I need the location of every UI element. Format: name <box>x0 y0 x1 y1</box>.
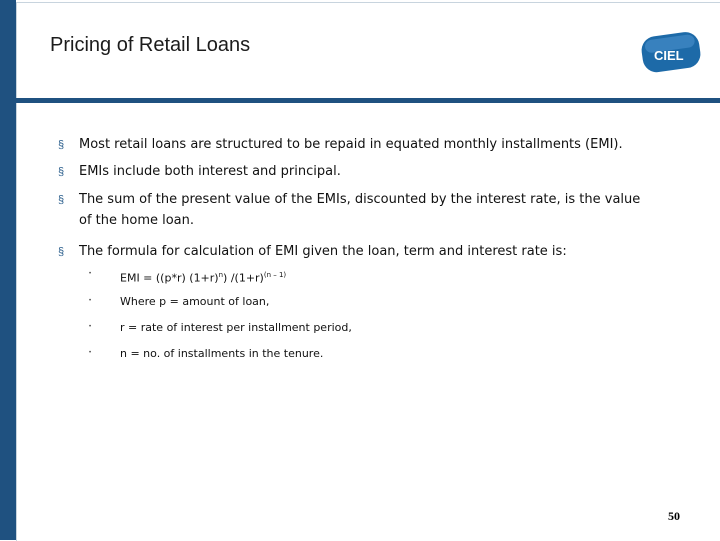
slide-title: Pricing of Retail Loans <box>50 34 251 56</box>
bullet-text: The formula for calculation of EMI given the loan, term and interest rate is: <box>79 244 567 259</box>
logo-text: CIEL <box>654 48 684 63</box>
left-accent-bar <box>0 0 16 540</box>
bullet-marker: § <box>58 139 65 151</box>
bullet-marker: § <box>58 246 65 258</box>
sub-bullet-text: Where p = amount of loan, <box>120 295 270 308</box>
bullet-text: Most retail loans are structured to be repaid in equated monthly installments (EMI). <box>79 137 623 152</box>
sub-bullet-marker: • <box>89 350 92 356</box>
title-divider <box>16 98 720 103</box>
bullet-text: The sum of the present value of the EMIs, discounted by the interest rate, is the value <box>79 192 641 207</box>
bullet-text: EMIs include both interest and principal. <box>79 164 341 179</box>
bullet-text-continued: of the home loan. <box>79 213 195 228</box>
ciel-logo <box>636 24 708 80</box>
bullet-marker: § <box>58 166 65 178</box>
sub-bullet-text: n = no. of installments in the tenure. <box>120 347 324 360</box>
sub-bullet-marker: • <box>89 298 92 304</box>
page-number: 50 <box>668 509 680 523</box>
sub-bullet-marker: • <box>89 271 92 277</box>
sub-bullet-marker: • <box>89 324 92 330</box>
sub-bullet-text: r = rate of interest per installment period, <box>120 321 352 334</box>
bullet-marker: § <box>58 194 65 206</box>
emi-formula: EMI = ((p*r) $(1+r)^n$) $/(1+r)^{(n - 1)}$ <box>120 271 287 285</box>
